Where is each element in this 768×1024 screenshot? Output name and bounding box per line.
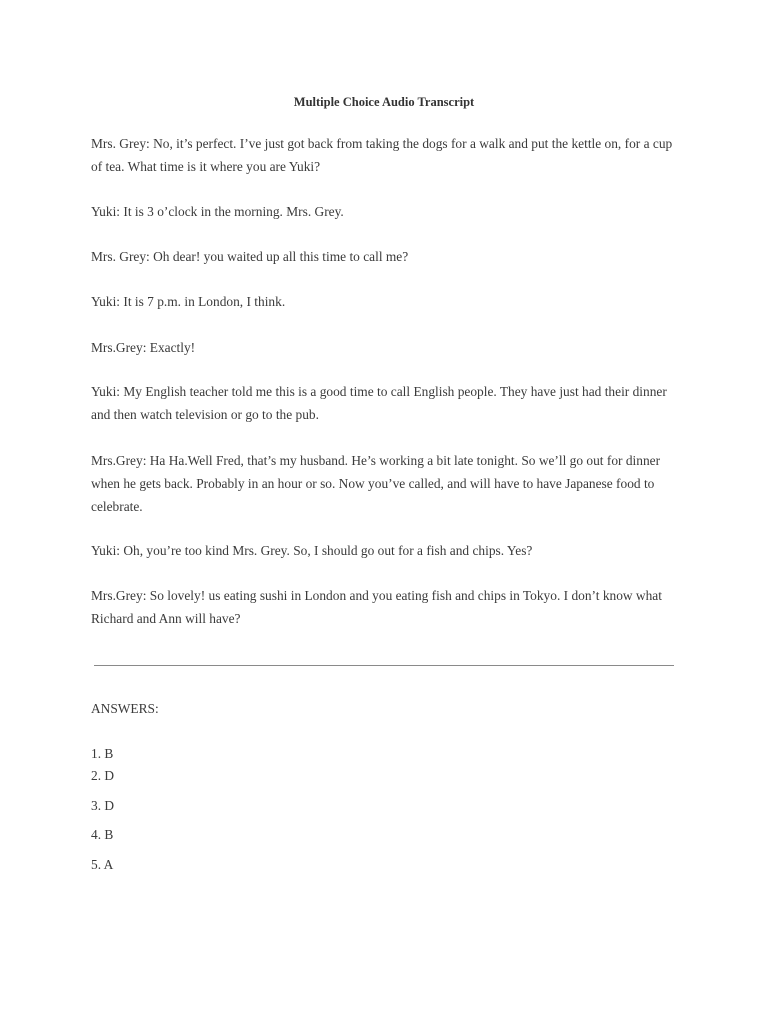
answer-item: 2. D — [91, 768, 115, 783]
transcript-line: Mrs.Grey: Ha Ha.Well Fred, that’s my husband. He’s working a bit late tonight. So we’ll go out for dinner when he gets back. Probably in an hour or so. Now you’ve called, and will have to have Japanese food to celebrate. — [91, 453, 661, 514]
section-divider — [94, 665, 674, 666]
transcript-line: Mrs. Grey: No, it’s perfect. I’ve just got back from taking the dogs for a walk and put the kettle on, for a cup of tea. What time is it where you are Yuki? — [91, 136, 673, 174]
transcript-line: Mrs.Grey: So lovely! us eating sushi in London and you eating fish and chips in Tokyo. I don’t know what Richard and Ann will have? — [91, 588, 662, 626]
answer-item: 1. B — [91, 746, 114, 761]
transcript-line: Mrs.Grey: Exactly! — [91, 340, 196, 355]
transcript-line: Mrs. Grey: Oh dear! you waited up all this time to call me? — [91, 249, 409, 264]
transcript-line: Yuki: It is 7 p.m. in London, I think. — [91, 294, 286, 309]
answer-item: 5. A — [91, 857, 114, 872]
answers-heading: ANSWERS: — [91, 701, 159, 716]
answer-item: 4. B — [91, 827, 114, 842]
transcript-line: Yuki: My English teacher told me this is a good time to call English people. They have just had their dinner and then watch television or go to the pub. — [91, 384, 667, 422]
transcript-line: Yuki: Oh, you’re too kind Mrs. Grey. So, I should go out for a fish and chips. Yes? — [91, 543, 533, 558]
transcript-line: Yuki: It is 3 o’clock in the morning. Mrs. Grey. — [91, 204, 344, 219]
answer-item: 3. D — [91, 798, 115, 813]
document-title: Multiple Choice Audio Transcript — [293, 95, 475, 109]
